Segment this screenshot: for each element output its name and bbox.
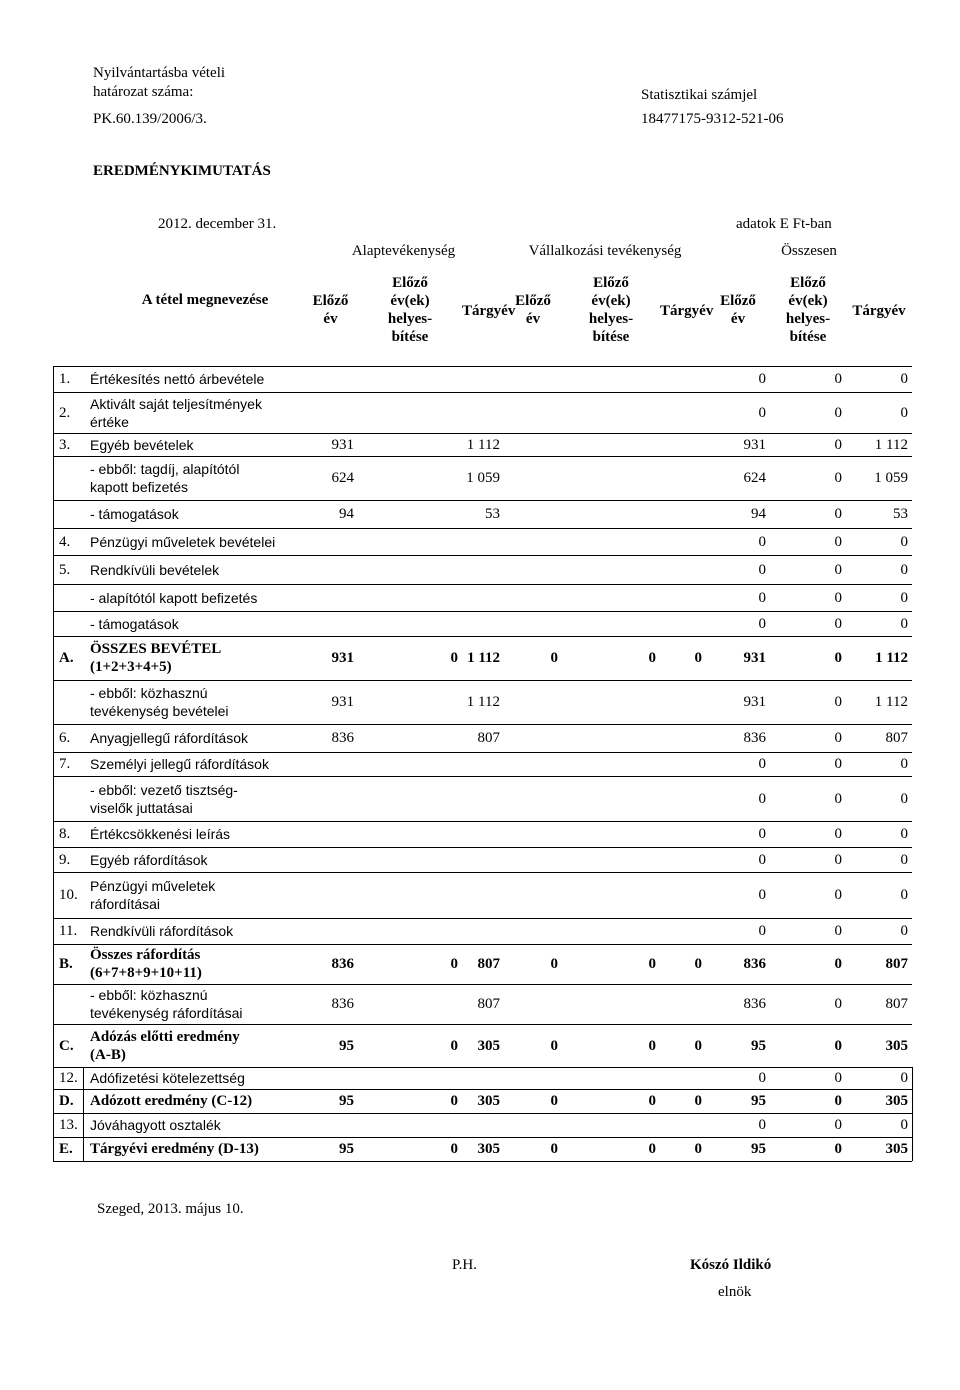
value-cell: 0 (648, 956, 656, 972)
value-cell: 1 112 (466, 436, 500, 453)
value-cell: 0 (834, 615, 842, 632)
value-cell: 0 (834, 650, 842, 666)
value-cell: 836 (331, 956, 354, 972)
row-label-line: kapott befizetés (90, 479, 189, 495)
value-cell: 0 (758, 756, 766, 772)
value-cell: 0 (834, 996, 842, 1012)
value-cell: 305 (885, 1037, 908, 1054)
prev-year-header: Előző év (312, 293, 349, 327)
row-label (90, 460, 310, 496)
row-label (90, 589, 310, 607)
value-cell: 0 (834, 371, 842, 387)
prev-year-correction-header: Előző év(ek) helyes- bítése (387, 275, 433, 345)
row-label-line: Adózás előtti eredmény (90, 1028, 240, 1045)
row-number: 5. (59, 561, 71, 578)
row-divider (53, 1089, 912, 1090)
row-divider (53, 433, 912, 434)
report-date: 2012. december 31. (158, 216, 277, 232)
row-label-line: Anyagjellegű ráfordítások (90, 730, 248, 746)
row-number: 11. (59, 923, 78, 939)
value-cell: 0 (834, 887, 842, 903)
value-cell: 95 (751, 1141, 766, 1157)
row-label (90, 825, 310, 843)
row-label (90, 684, 310, 720)
value-cell: 0 (834, 826, 842, 842)
value-cell: 836 (743, 996, 766, 1012)
value-cell: 0 (834, 1037, 842, 1054)
value-cell: 624 (743, 470, 766, 486)
value-cell: 0 (694, 650, 702, 666)
row-label-line: - támogatások (90, 506, 179, 522)
value-cell: 0 (758, 790, 766, 807)
row-label-line: Aktivált saját teljesítmények (90, 395, 262, 412)
row-label-line: Egyéb ráfordítások (90, 851, 208, 868)
row-number: 1. (59, 371, 71, 387)
value-cell: 807 (885, 956, 908, 972)
row-label (90, 946, 310, 982)
unit-note: adatok E Ft-ban (736, 216, 832, 232)
value-cell: 53 (485, 506, 500, 522)
row-number: 6. (59, 730, 71, 746)
row-divider (53, 456, 912, 457)
row-label (90, 1116, 310, 1134)
row-label-line: tevékenység ráfordításai (90, 1005, 243, 1021)
column-group-title: Vállalkozási tevékenység (528, 243, 682, 259)
value-cell: 931 (331, 650, 354, 666)
value-cell: 0 (834, 790, 842, 807)
registration-label-line2: határozat száma: (93, 84, 194, 100)
row-divider (53, 611, 912, 612)
row-label (90, 533, 310, 551)
row-divider (53, 847, 912, 848)
value-cell: 0 (550, 956, 558, 972)
value-cell: 95 (339, 1093, 354, 1109)
row-divider (53, 872, 912, 873)
value-cell: 95 (339, 1141, 354, 1157)
row-number: E. (59, 1141, 73, 1157)
row-divider (53, 528, 912, 529)
row-number: A. (59, 650, 74, 666)
row-label-line: - ebből: tagdíj, alapítótól (90, 461, 240, 477)
prev-year-correction-header: Előző év(ek) helyes- bítése (785, 275, 831, 345)
value-cell: 0 (758, 589, 766, 606)
value-cell: 0 (550, 1141, 558, 1157)
value-cell: 0 (834, 470, 842, 486)
value-cell: 0 (834, 589, 842, 606)
value-cell: 1 112 (874, 694, 908, 710)
value-cell: 305 (477, 1141, 500, 1157)
value-cell: 807 (885, 730, 908, 746)
row-label-line: ráfordításai (90, 896, 161, 912)
stamp-placeholder: P.H. (452, 1257, 478, 1273)
row-number: 9. (59, 851, 71, 868)
row-divider (53, 984, 912, 985)
row-label (90, 986, 310, 1022)
row-label (90, 505, 310, 523)
value-cell: 305 (477, 1093, 500, 1109)
value-cell: 836 (331, 730, 354, 746)
value-cell: 0 (900, 851, 908, 868)
value-cell: 95 (339, 1037, 354, 1054)
row-label-line: - ebből: közhasznú (90, 987, 208, 1003)
row-number: D. (59, 1093, 74, 1109)
row-label (90, 1092, 310, 1110)
current-year-header: Tárgyév (852, 303, 906, 319)
number-column-separator (83, 1067, 84, 1161)
row-divider (53, 636, 912, 637)
value-cell: 0 (900, 1070, 908, 1086)
value-cell: 305 (885, 1141, 908, 1157)
value-cell: 0 (900, 923, 908, 939)
value-cell: 0 (900, 756, 908, 772)
value-cell: 0 (900, 1117, 908, 1133)
value-cell: 0 (758, 615, 766, 632)
value-cell: 0 (758, 887, 766, 903)
value-cell: 0 (450, 650, 458, 666)
value-cell: 0 (900, 561, 908, 578)
table-border-left (53, 366, 54, 1161)
value-cell: 0 (758, 561, 766, 578)
value-cell: 836 (743, 956, 766, 972)
value-cell: 0 (834, 1117, 842, 1133)
value-cell: 807 (477, 956, 500, 972)
row-label (90, 851, 310, 869)
value-cell: 0 (834, 694, 842, 710)
value-cell: 0 (758, 851, 766, 868)
row-number: 7. (59, 756, 71, 772)
row-label-line: Személyi jellegű ráfordítások (90, 756, 269, 772)
value-cell: 1 112 (466, 694, 500, 710)
value-cell: 1 112 (467, 650, 500, 666)
value-cell: 0 (758, 923, 766, 939)
row-label-line: Jóváhagyott osztalék (90, 1117, 221, 1133)
value-cell: 0 (648, 1141, 656, 1157)
value-cell: 0 (450, 1037, 458, 1054)
value-cell: 931 (743, 694, 766, 710)
value-cell: 0 (834, 436, 842, 453)
value-cell: 0 (834, 1093, 842, 1109)
value-cell: 94 (339, 506, 354, 522)
row-label (90, 1028, 310, 1064)
value-cell: 836 (331, 996, 354, 1012)
row-label-line: Rendkívüli bevételek (90, 561, 220, 578)
value-cell: 94 (751, 506, 766, 522)
value-cell: 0 (900, 615, 908, 632)
value-cell: 0 (758, 371, 766, 387)
row-divider (53, 944, 912, 945)
row-label (90, 755, 310, 773)
value-cell: 0 (900, 404, 908, 421)
row-label-line: (6+7+8+9+10+11) (90, 965, 202, 981)
row-divider (53, 1024, 912, 1025)
row-number: 10. (59, 887, 78, 903)
value-cell: 931 (743, 436, 766, 453)
value-cell: 0 (694, 1093, 702, 1109)
row-divider (53, 724, 912, 725)
row-divider (53, 752, 912, 753)
value-cell: 95 (751, 1093, 766, 1109)
value-cell: 53 (893, 506, 908, 522)
column-group-title: Összesen (781, 243, 837, 259)
row-label-line: tevékenység bevételei (90, 703, 229, 719)
value-cell: 0 (450, 1141, 458, 1157)
value-cell: 0 (550, 1093, 558, 1109)
value-cell: 0 (834, 851, 842, 868)
row-label-line: Tárgyévi eredmény (D-13) (90, 1141, 259, 1157)
row-number: B. (59, 956, 73, 972)
value-cell: 836 (743, 730, 766, 746)
row-label-line: Értékcsökkenési leírás (90, 826, 231, 842)
value-cell: 1 059 (874, 470, 908, 486)
value-cell: 95 (751, 1037, 766, 1054)
row-number: 8. (59, 826, 71, 842)
value-cell: 0 (834, 956, 842, 972)
row-label (90, 877, 310, 913)
row-label (90, 615, 310, 633)
value-cell: 305 (477, 1037, 500, 1054)
value-cell: 0 (834, 1070, 842, 1086)
value-cell: 0 (758, 826, 766, 842)
row-label-line: - ebből: vezető tisztség- (90, 781, 238, 798)
row-label (90, 561, 310, 579)
row-divider (53, 1137, 912, 1138)
row-label-line: Pénzügyi műveletek bevételei (90, 533, 276, 550)
row-label (90, 640, 310, 676)
value-cell: 0 (550, 650, 558, 666)
row-divider (53, 392, 912, 393)
row-label (90, 922, 310, 940)
row-divider (53, 1067, 912, 1068)
row-label-line: (A-B) (90, 1046, 126, 1063)
value-cell: 0 (900, 589, 908, 606)
row-label-line: (1+2+3+4+5) (90, 659, 172, 675)
value-cell: 807 (477, 730, 500, 746)
value-cell: 0 (834, 404, 842, 421)
row-divider (53, 1161, 912, 1162)
value-cell: 624 (331, 470, 354, 486)
prev-year-correction-header: Előző év(ek) helyes- bítése (588, 275, 634, 345)
value-cell: 1 112 (875, 650, 908, 666)
row-divider (53, 500, 912, 501)
statistical-number-label: Statisztikai számjel (641, 87, 758, 103)
row-divider (53, 555, 912, 556)
value-cell: 931 (331, 694, 354, 710)
row-label-line: Adózott eredmény (C-12) (90, 1093, 253, 1109)
place-and-date: Szeged, 2013. május 10. (97, 1201, 244, 1217)
row-label (90, 1069, 310, 1087)
value-cell: 1 112 (874, 436, 908, 453)
value-cell: 807 (885, 996, 908, 1012)
row-label-line: Pénzügyi műveletek (90, 878, 216, 894)
row-number: C. (59, 1037, 74, 1054)
value-cell: 807 (477, 996, 500, 1012)
row-label (90, 729, 310, 747)
prev-year-header: Előző év (515, 293, 551, 327)
value-cell: 0 (450, 956, 458, 972)
value-cell: 0 (694, 956, 702, 972)
value-cell: 931 (743, 650, 766, 666)
value-cell: 0 (834, 756, 842, 772)
row-label (90, 781, 310, 817)
value-cell: 1 059 (466, 470, 500, 486)
value-cell: 305 (885, 1093, 908, 1109)
row-number: 13. (59, 1117, 78, 1133)
row-number: 12. (59, 1070, 78, 1086)
row-label-line: - támogatások (90, 615, 179, 632)
row-label-line: - ebből: közhasznú (90, 685, 208, 701)
value-cell: 0 (900, 790, 908, 807)
value-cell: 0 (648, 1093, 656, 1109)
row-number: 3. (59, 436, 71, 453)
row-label-line: ÖSSZES BEVÉTEL (90, 641, 222, 657)
row-label-line: értéke (90, 413, 129, 430)
row-divider (53, 584, 912, 585)
statistical-number: 18477175-9312-521-06 (641, 111, 784, 127)
value-cell: 0 (834, 1141, 842, 1157)
row-divider (53, 918, 912, 919)
row-divider (53, 821, 912, 822)
row-label (90, 1140, 310, 1158)
value-cell: 0 (450, 1093, 458, 1109)
row-label-line: Rendkívüli ráfordítások (90, 923, 234, 939)
table-border-top (53, 366, 912, 367)
value-cell: 0 (550, 1037, 558, 1054)
document-title: EREDMÉNYKIMUTATÁS (93, 163, 271, 179)
row-label-line: Összes ráfordítás (90, 947, 201, 963)
value-cell: 0 (758, 533, 766, 550)
value-cell: 0 (648, 1037, 656, 1054)
row-divider (53, 1113, 912, 1114)
value-cell: 0 (758, 1070, 766, 1086)
row-divider (53, 776, 912, 777)
value-cell: 0 (900, 533, 908, 550)
row-number: 2. (59, 404, 71, 421)
row-label-line: viselők juttatásai (90, 799, 193, 816)
row-number: 4. (59, 533, 71, 550)
registration-number: PK.60.139/2006/3. (93, 111, 207, 127)
row-label (90, 370, 310, 388)
value-cell: 0 (834, 923, 842, 939)
value-cell: 0 (900, 826, 908, 842)
value-cell: 0 (834, 730, 842, 746)
value-cell: 0 (758, 404, 766, 421)
column-group-title: Alaptevékenység (351, 243, 456, 259)
current-year-header: Tárgyév (462, 303, 516, 319)
value-cell: 0 (900, 887, 908, 903)
current-year-header: Tárgyév (660, 303, 714, 319)
value-cell: 0 (900, 371, 908, 387)
row-divider (53, 680, 912, 681)
row-label (90, 436, 310, 454)
value-cell: 0 (648, 650, 656, 666)
row-label-line: - alapítótól kapott befizetés (90, 589, 258, 606)
prev-year-header: Előző év (720, 293, 756, 327)
value-cell: 0 (834, 533, 842, 550)
row-label (90, 395, 310, 431)
value-cell: 0 (834, 506, 842, 522)
value-cell: 0 (694, 1141, 702, 1157)
value-cell: 931 (331, 436, 354, 453)
value-cell: 0 (834, 561, 842, 578)
row-label-line: Értékesítés nettó árbevétele (90, 371, 265, 387)
row-label-line: Egyéb bevételek (90, 436, 194, 453)
row-label-line: Adófizetési kötelezettség (90, 1070, 245, 1086)
table-border-right (912, 1067, 913, 1161)
signer-role: elnök (718, 1284, 752, 1300)
item-name-header: A tétel megnevezése (141, 292, 269, 308)
value-cell: 0 (758, 1117, 766, 1133)
registration-label-line1: Nyilvántartásba vételi (93, 65, 226, 81)
value-cell: 0 (694, 1037, 702, 1054)
signer-name: Kószó Ildikó (690, 1257, 772, 1273)
